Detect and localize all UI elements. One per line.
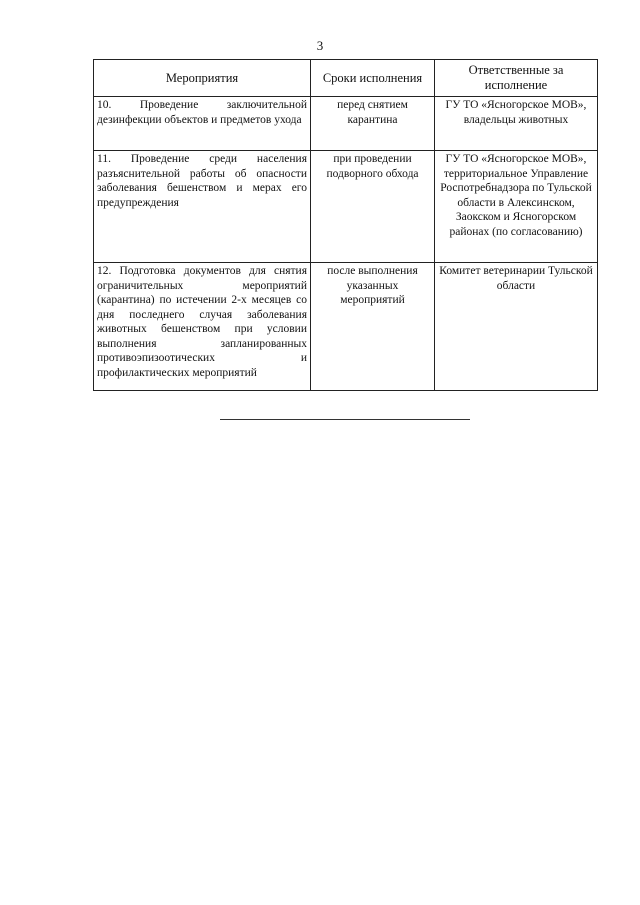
header-deadlines: Сроки исполнения <box>311 60 435 97</box>
table-row <box>94 151 598 263</box>
header-activities: Мероприятия <box>94 60 311 97</box>
activity-cell: 10. Проведение заключительной дезинфекции объектов и предметов ухода <box>94 97 311 151</box>
closing-rule <box>220 419 470 420</box>
page-number: 3 <box>316 38 324 53</box>
table-header-row <box>94 60 598 97</box>
deadline-cell: при проведении подворного обхода <box>311 151 435 263</box>
measures-table <box>93 59 598 391</box>
table-row <box>94 263 598 391</box>
header-responsible: Ответственные за исполнение <box>435 60 598 97</box>
deadline-cell: перед снятием карантина <box>311 97 435 151</box>
responsible-cell: ГУ ТО «Ясногорское МОВ», территориальное Управление Роспотребнадзора по Тульской области в Алексинском, Заокском и Ясногорском районах (по согласованию) <box>435 151 598 263</box>
responsible-cell: ГУ ТО «Ясногорское МОВ», владельцы животных <box>435 97 598 151</box>
deadline-cell: после выполнения указанных мероприятий <box>311 263 435 391</box>
activity-cell: 12. Подготовка документов для снятия ограничительных мероприятий (карантина) по истечении 2-х месяцев со дня последнего случая заболевания животных бешенством при условии выполнения запланированных противоэпизоотических и профилактических мероприятий <box>94 263 311 391</box>
responsible-cell: Комитет ветеринарии Тульской области <box>435 263 598 391</box>
table-row <box>94 97 598 151</box>
activity-cell: 11. Проведение среди населения разъяснительной работы об опасности заболевания бешенством и мерах его предупреждения <box>94 151 311 263</box>
